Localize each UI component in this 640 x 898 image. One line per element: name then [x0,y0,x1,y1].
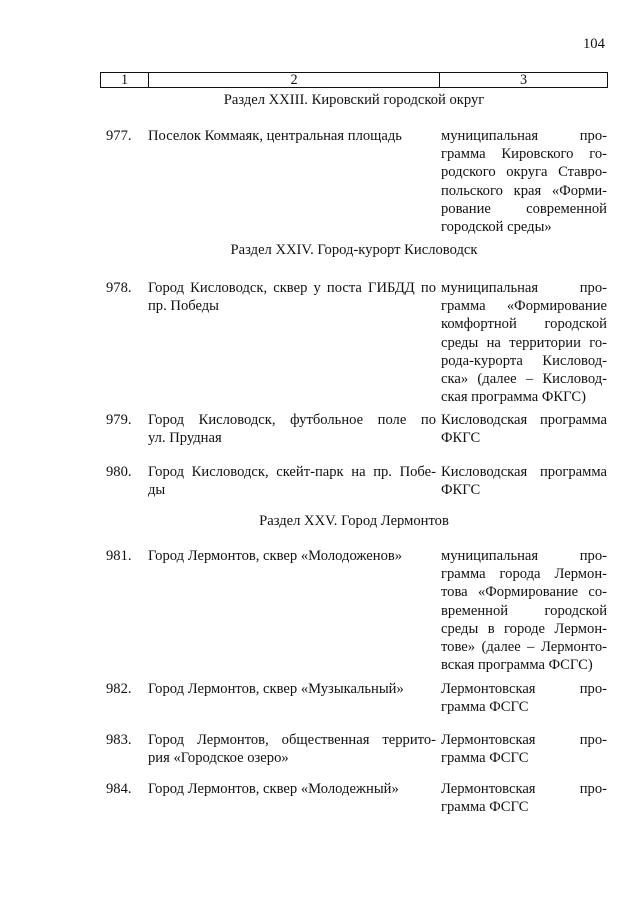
program-line: грамма ФСГС [441,799,529,816]
location-line: ул. Прудная [148,430,222,447]
program-line: грамма «Формирование [441,298,607,315]
program-line: городской среды» [441,219,552,236]
program-line: временной городской [441,602,607,619]
program-line: тове» (далее – Лермонто- [441,639,607,656]
row-number: 984. [106,781,132,797]
location-cell [148,680,436,698]
program-cell [441,127,607,236]
program-cell [441,411,607,447]
location-line: рия «Городское озеро» [148,750,289,767]
row-number: 977. [106,128,132,144]
program-line: муниципальная про- [441,548,607,564]
program-line: ская программа ФКГС) [441,389,586,406]
location-cell [148,127,436,145]
location-line: ды [148,482,166,499]
program-line: грамма Кировского го- [441,146,607,163]
program-cell [441,279,607,406]
location-cell [148,780,436,798]
row-number: 980. [106,464,132,480]
location-cell [148,279,436,315]
column-number-1: 1 [101,73,149,87]
program-line: родского округа Ставро- [441,164,607,181]
location-line: Город Кисловодск, футбольное поле по [148,412,436,428]
location-line: Город Лермонтов, сквер «Молодежный» [148,781,399,797]
location-line: Город Лермонтов, общественная террито- [148,732,436,748]
program-line: Лермонтовская про- [441,781,607,797]
column-number-3: 3 [519,72,528,88]
location-cell [148,731,436,767]
program-cell [441,680,607,716]
program-line: вская программа ФСГС) [441,657,593,674]
program-line: среды на территории го- [441,334,607,351]
location-line: Город Лермонтов, сквер «Молодоженов» [148,548,403,564]
program-line: Лермонтовская про- [441,732,607,748]
program-cell [441,731,607,767]
program-line: грамма ФСГС [441,699,529,716]
program-line: рода-курорта Кисловод- [441,352,607,369]
location-line: Поселок Коммаяк, центральная площадь [148,128,402,144]
row-number: 982. [106,681,132,697]
location-line: пр. Победы [148,298,219,315]
program-line: ФКГС [441,430,481,447]
program-line: рование современной [441,200,607,217]
location-cell [148,463,436,499]
location-line: Город Лермонтов, сквер «Музыкальный» [148,681,404,697]
location-cell [148,547,436,565]
program-line: това «Формирование со- [441,584,607,601]
program-line: грамма города Лермон- [441,566,607,583]
section-title: Раздел XXV. Город Лермонтов [259,513,449,529]
program-line: Кисловодская программа [441,464,607,480]
page-number: 104 [583,36,605,52]
program-line: ФКГС [441,482,481,499]
program-line: муниципальная про- [441,128,607,144]
table-column-header [100,72,608,88]
program-cell [441,463,607,499]
program-line: Лермонтовская про- [441,681,607,697]
column-number-2: 2 [149,73,440,87]
program-line: муниципальная про- [441,280,607,296]
program-line: грамма ФСГС [441,750,529,767]
program-cell [441,780,607,816]
row-number: 981. [106,548,132,564]
location-cell [148,411,436,447]
program-line: польского края «Форми- [441,182,607,199]
location-line: Город Кисловодск, сквер у поста ГИБДД по [148,280,436,296]
location-line: Город Кисловодск, скейт-парк на пр. Побе- [148,464,436,480]
section-title: Раздел XXIV. Город-курорт Кисловодск [230,242,478,258]
program-line: Кисловодская программа [441,412,607,428]
row-number: 978. [106,280,132,296]
program-cell [441,547,607,674]
program-line: среды в городе Лермон- [441,620,607,637]
program-line: комфортной городской [441,316,607,333]
section-title: Раздел XXIII. Кировский городской округ [223,92,485,108]
program-line: ска» (далее – Кисловод- [441,371,607,388]
row-number: 979. [106,412,132,428]
row-number: 983. [106,732,132,748]
